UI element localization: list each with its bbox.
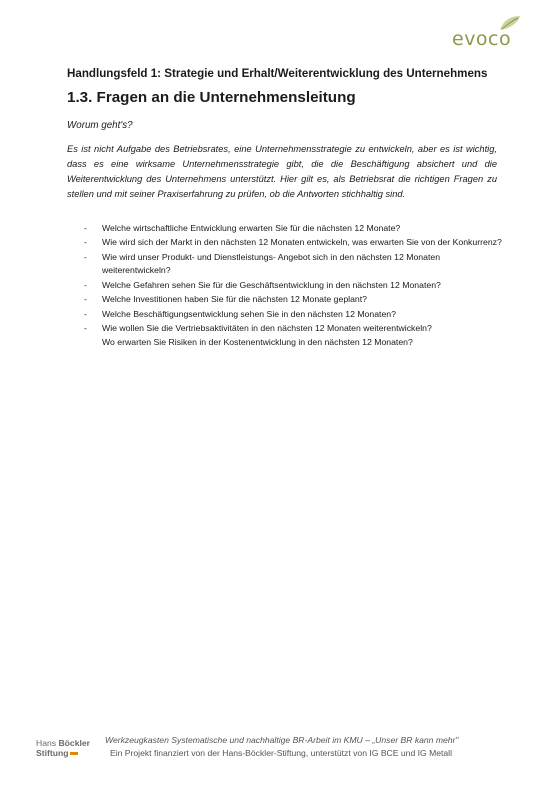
bullet-dash: -: [84, 223, 87, 233]
question-list: [84, 222, 504, 350]
list-item: [84, 251, 504, 278]
section-heading: Handlungsfeld 1: Strategie und Erhalt/Weiterentwicklung des Unternehmens: [67, 67, 488, 80]
logo-text: evoco: [452, 28, 512, 50]
question-text: Wie wollen Sie die Vertriebsaktivitäten in den nächsten 12 Monaten weiterentwickeln?: [102, 323, 432, 334]
logo-word-stiftung: Stiftung: [36, 748, 69, 758]
bullet-dash: -: [84, 279, 87, 290]
question-text: Welche Investitionen haben Sie für die nächsten 12 Monate geplant?: [102, 294, 367, 305]
question-text: Welche Gefahren sehen Sie für die Geschäftsentwicklung in den nächsten 12 Monaten?: [102, 279, 441, 290]
question-continuation: Wo erwarten Sie Risiken in der Kostenentwicklung in den nächsten 12 Monaten?: [102, 336, 413, 347]
logo-word-boeckler: Böckler: [58, 738, 90, 748]
question-text: Wie wird sich der Markt in den nächsten 12 Monaten entwickeln, was erwarten Sie von der Konkurrenz?: [102, 237, 502, 248]
list-item: [84, 322, 504, 349]
list-item: [84, 308, 504, 321]
bullet-dash: -: [84, 323, 87, 334]
footer-line-2: Ein Projekt finanziert von der Hans-Böckler-Stiftung, unterstützt von IG BCE und IG Metall: [110, 748, 452, 758]
logo-word-hans: Hans: [36, 738, 59, 748]
list-item: [84, 279, 504, 292]
bullet-dash: -: [84, 251, 87, 262]
bullet-dash: -: [84, 308, 87, 319]
question-text: Wie wird unser Produkt- und Dienstleistungs- Angebot sich in den nächsten 12 Monaten weiterentwickeln?: [102, 251, 441, 276]
evoco-logo: [448, 14, 528, 54]
page-title: 1.3. Fragen an die Unternehmensleitung: [67, 89, 356, 106]
list-item: [84, 293, 504, 306]
footer-line-1: Werkzeugkasten Systematische und nachhaltige BR-Arbeit im KMU – „Unser BR kann mehr": [105, 735, 459, 745]
bullet-dash: -: [84, 294, 87, 305]
list-item: [84, 236, 504, 249]
list-item: [84, 222, 504, 235]
bullet-dash: -: [84, 237, 87, 248]
leaf-icon: [498, 14, 522, 32]
subheading: Worum geht's?: [67, 120, 133, 131]
hans-boeckler-logo: [36, 738, 100, 760]
intro-paragraph: Es ist nicht Aufgabe des Betriebsrates, eine Unternehmensstrategie zu entwickeln, aber es ist wichtig, dass es eine wirksame Unternehmensstrategie gibt, die die Beschäftigung absichert und die Weiterentwicklung des Unternehmens unterstützt. Hier gilt es, als Betriebsrat die richtigen Fragen zu stellen und mit seiner Praxiserfahrung zu prüfen, ob die Antworten stichhaltig sind.: [67, 144, 497, 199]
logo-accent-bar: [70, 752, 78, 755]
question-text: Welche Beschäftigungsentwicklung sehen Sie in den nächsten 12 Monaten?: [102, 308, 396, 319]
question-text: Welche wirtschaftliche Entwicklung erwarten Sie für die nächsten 12 Monate?: [102, 223, 401, 233]
